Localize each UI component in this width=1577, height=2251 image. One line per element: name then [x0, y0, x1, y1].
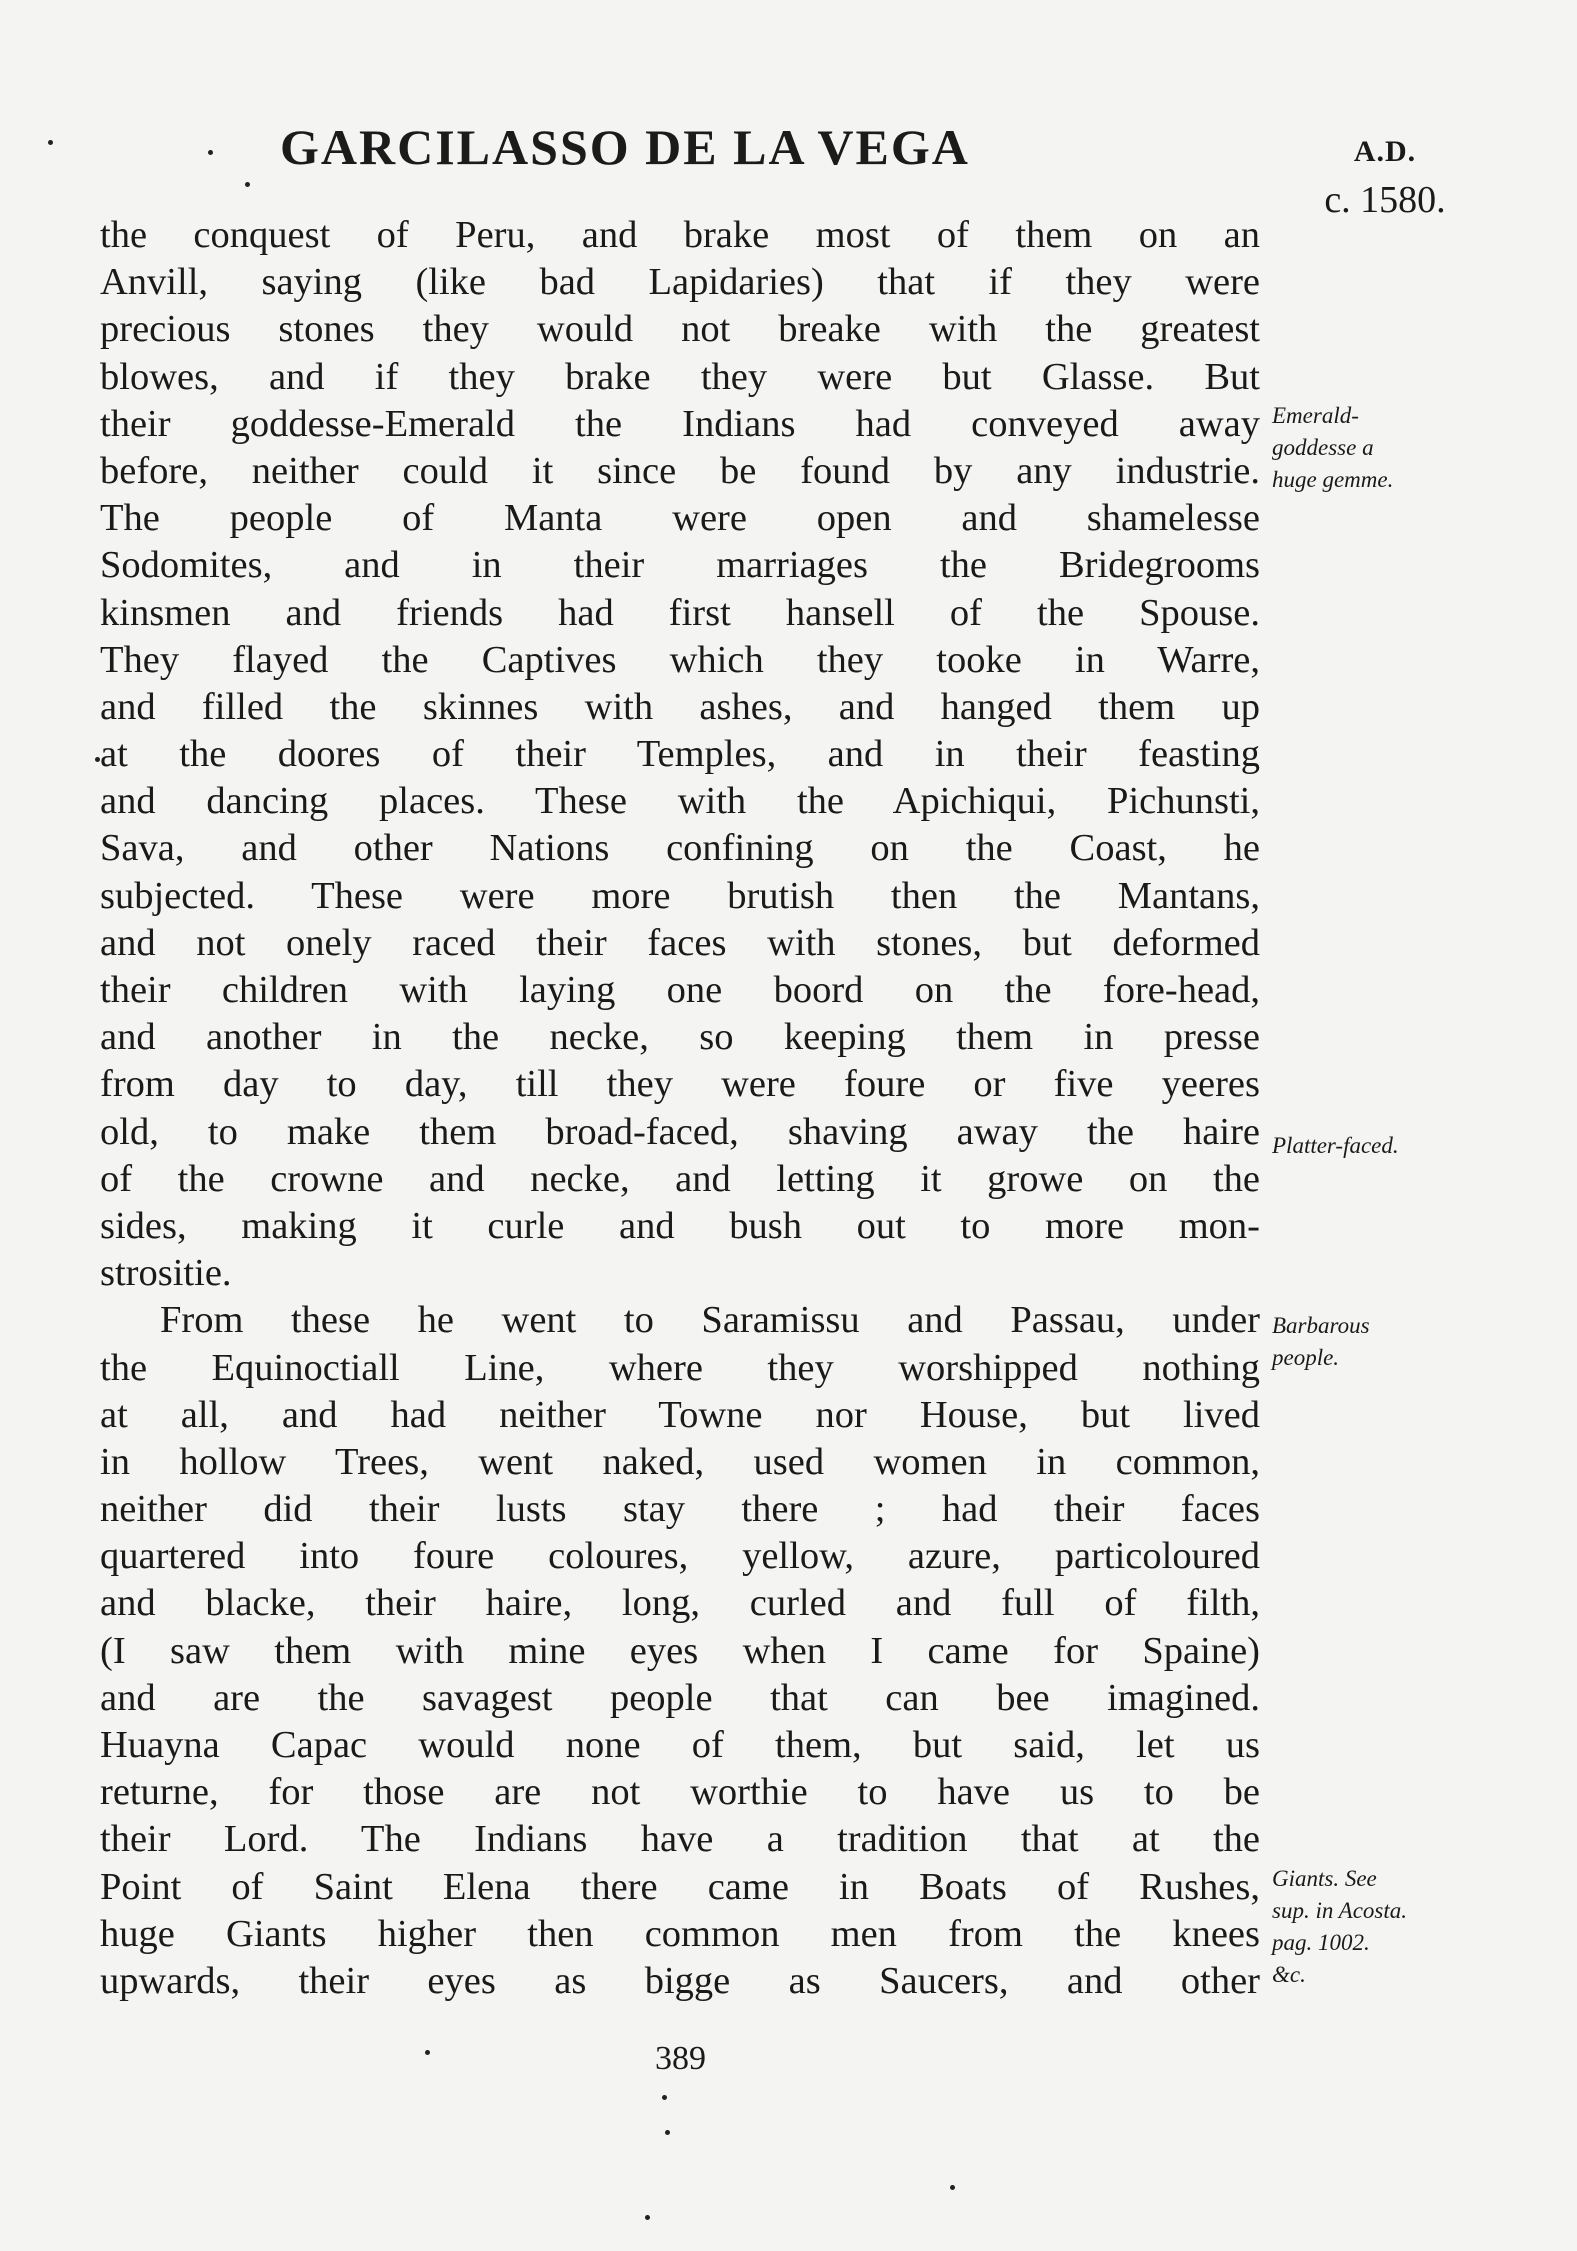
text-line: precious stones they would not breake with the greatest [100, 308, 1260, 351]
text-line: and another in the necke, so keeping them in presse [100, 1016, 1260, 1059]
text-line: Huayna Capac would none of them, but said, let us [100, 1724, 1260, 1766]
main-text [100, 212, 1260, 2005]
text-line: from day to day, till they were foure or five yeeres [100, 1063, 1260, 1106]
text-line: (I saw them with mine eyes when I came for Spaine) [100, 1629, 1260, 1672]
side-note-barbarous [1272, 1310, 1370, 1374]
ink-speck [95, 757, 100, 762]
text-line: at the doores of their Temples, and in their feasting [100, 733, 1260, 776]
ink-speck [665, 2130, 670, 2135]
text-line: From these he went to Saramissu and Passau, under [160, 1299, 1260, 1342]
text-line: Anvill, saying (like bad Lapidaries) that if they were [100, 261, 1260, 304]
side-note-line: &c. [1272, 1962, 1306, 1987]
side-note-line: Emerald- [1272, 403, 1359, 428]
text-line: neither did their lusts stay there ; had their faces [100, 1488, 1260, 1531]
text-line: their children with laying one boord on the fore-head, [100, 969, 1260, 1011]
ink-speck [245, 182, 250, 187]
text-line: and not onely raced their faces with stones, but deformed [100, 921, 1260, 964]
side-note-line: pag. 1002. [1272, 1930, 1370, 1955]
side-note-emerald [1272, 400, 1393, 496]
ink-speck [48, 140, 53, 145]
text-line: the conquest of Peru, and brake most of them on an [100, 214, 1260, 256]
text-line: sides, making it curle and bush out to more mon- [100, 1204, 1260, 1247]
side-note-line: huge gemme. [1272, 467, 1394, 492]
text-line: their goddesse-Emerald the Indians had conveyed away [100, 402, 1260, 445]
text-line: and dancing places. These with the Apichiqui, Pichunsti, [100, 780, 1260, 823]
text-line: strositie. [100, 1252, 232, 1295]
text-line: and are the savagest people that can bee imagined. [100, 1676, 1260, 1719]
text-line: returne, for those are not worthie to have us to be [100, 1771, 1260, 1814]
side-note-line: people. [1272, 1345, 1340, 1370]
text-line: Sodomites, and in their marriages the Bridegrooms [100, 544, 1260, 587]
side-note-line: Barbarous [1272, 1313, 1370, 1338]
margin-date [1300, 128, 1470, 224]
text-line: their Lord. The Indians have a tradition that at the [100, 1818, 1260, 1861]
side-note-platter-faced [1272, 1130, 1399, 1162]
side-note-line: goddesse a [1272, 435, 1374, 460]
text-line: blowes, and if they brake they were but Glasse. But [100, 355, 1260, 398]
text-line: at all, and had neither Towne nor House, but lived [100, 1393, 1260, 1436]
date-year: c. 1580. [1324, 179, 1446, 221]
text-line: old, to make them broad-faced, shaving away the haire [100, 1110, 1260, 1153]
side-note-giants [1272, 1863, 1407, 1991]
text-line: quartered into foure coloures, yellow, azure, particoloured [100, 1535, 1260, 1578]
date-era: A.D. [1353, 135, 1417, 168]
text-line: and blacke, their haire, long, curled and full of filth, [100, 1582, 1260, 1625]
text-line: before, neither could it since be found by any industrie. [100, 449, 1260, 492]
text-line: the Equinoctiall Line, where they worshipped nothing [100, 1346, 1260, 1389]
side-note-line: sup. in Acosta. [1272, 1898, 1408, 1923]
text-line: upwards, their eyes as bigge as Saucers, and other [100, 1959, 1260, 2002]
ink-speck [425, 2050, 430, 2055]
text-line: Point of Saint Elena there came in Boats of Rushes, [100, 1865, 1260, 1908]
text-line: subjected. These were more brutish then the Mantans, [100, 874, 1260, 917]
ink-speck [208, 150, 213, 155]
ink-speck [645, 2215, 650, 2220]
text-line: huge Giants higher then common men from the knees [100, 1912, 1260, 1955]
side-note-line: Platter-faced. [1272, 1133, 1399, 1158]
text-line: They flayed the Captives which they tooke in Warre, [100, 638, 1260, 681]
ink-speck [950, 2185, 955, 2190]
text-line: kinsmen and friends had first hansell of the Spouse. [100, 591, 1260, 634]
page-number: 389 [655, 2040, 706, 2077]
text-line: of the crowne and necke, and letting it growe on the [100, 1157, 1260, 1200]
running-head: GARCILASSO DE LA VEGA [280, 119, 970, 175]
text-line: Sava, and other Nations confining on the Coast, he [100, 827, 1260, 870]
text-line: The people of Manta were open and shamelesse [100, 497, 1260, 540]
side-note-line: Giants. See [1272, 1866, 1377, 1891]
text-line: and filled the skinnes with ashes, and hanged them up [100, 685, 1260, 728]
text-line: in hollow Trees, went naked, used women in common, [100, 1440, 1260, 1483]
ink-speck [662, 2095, 667, 2100]
